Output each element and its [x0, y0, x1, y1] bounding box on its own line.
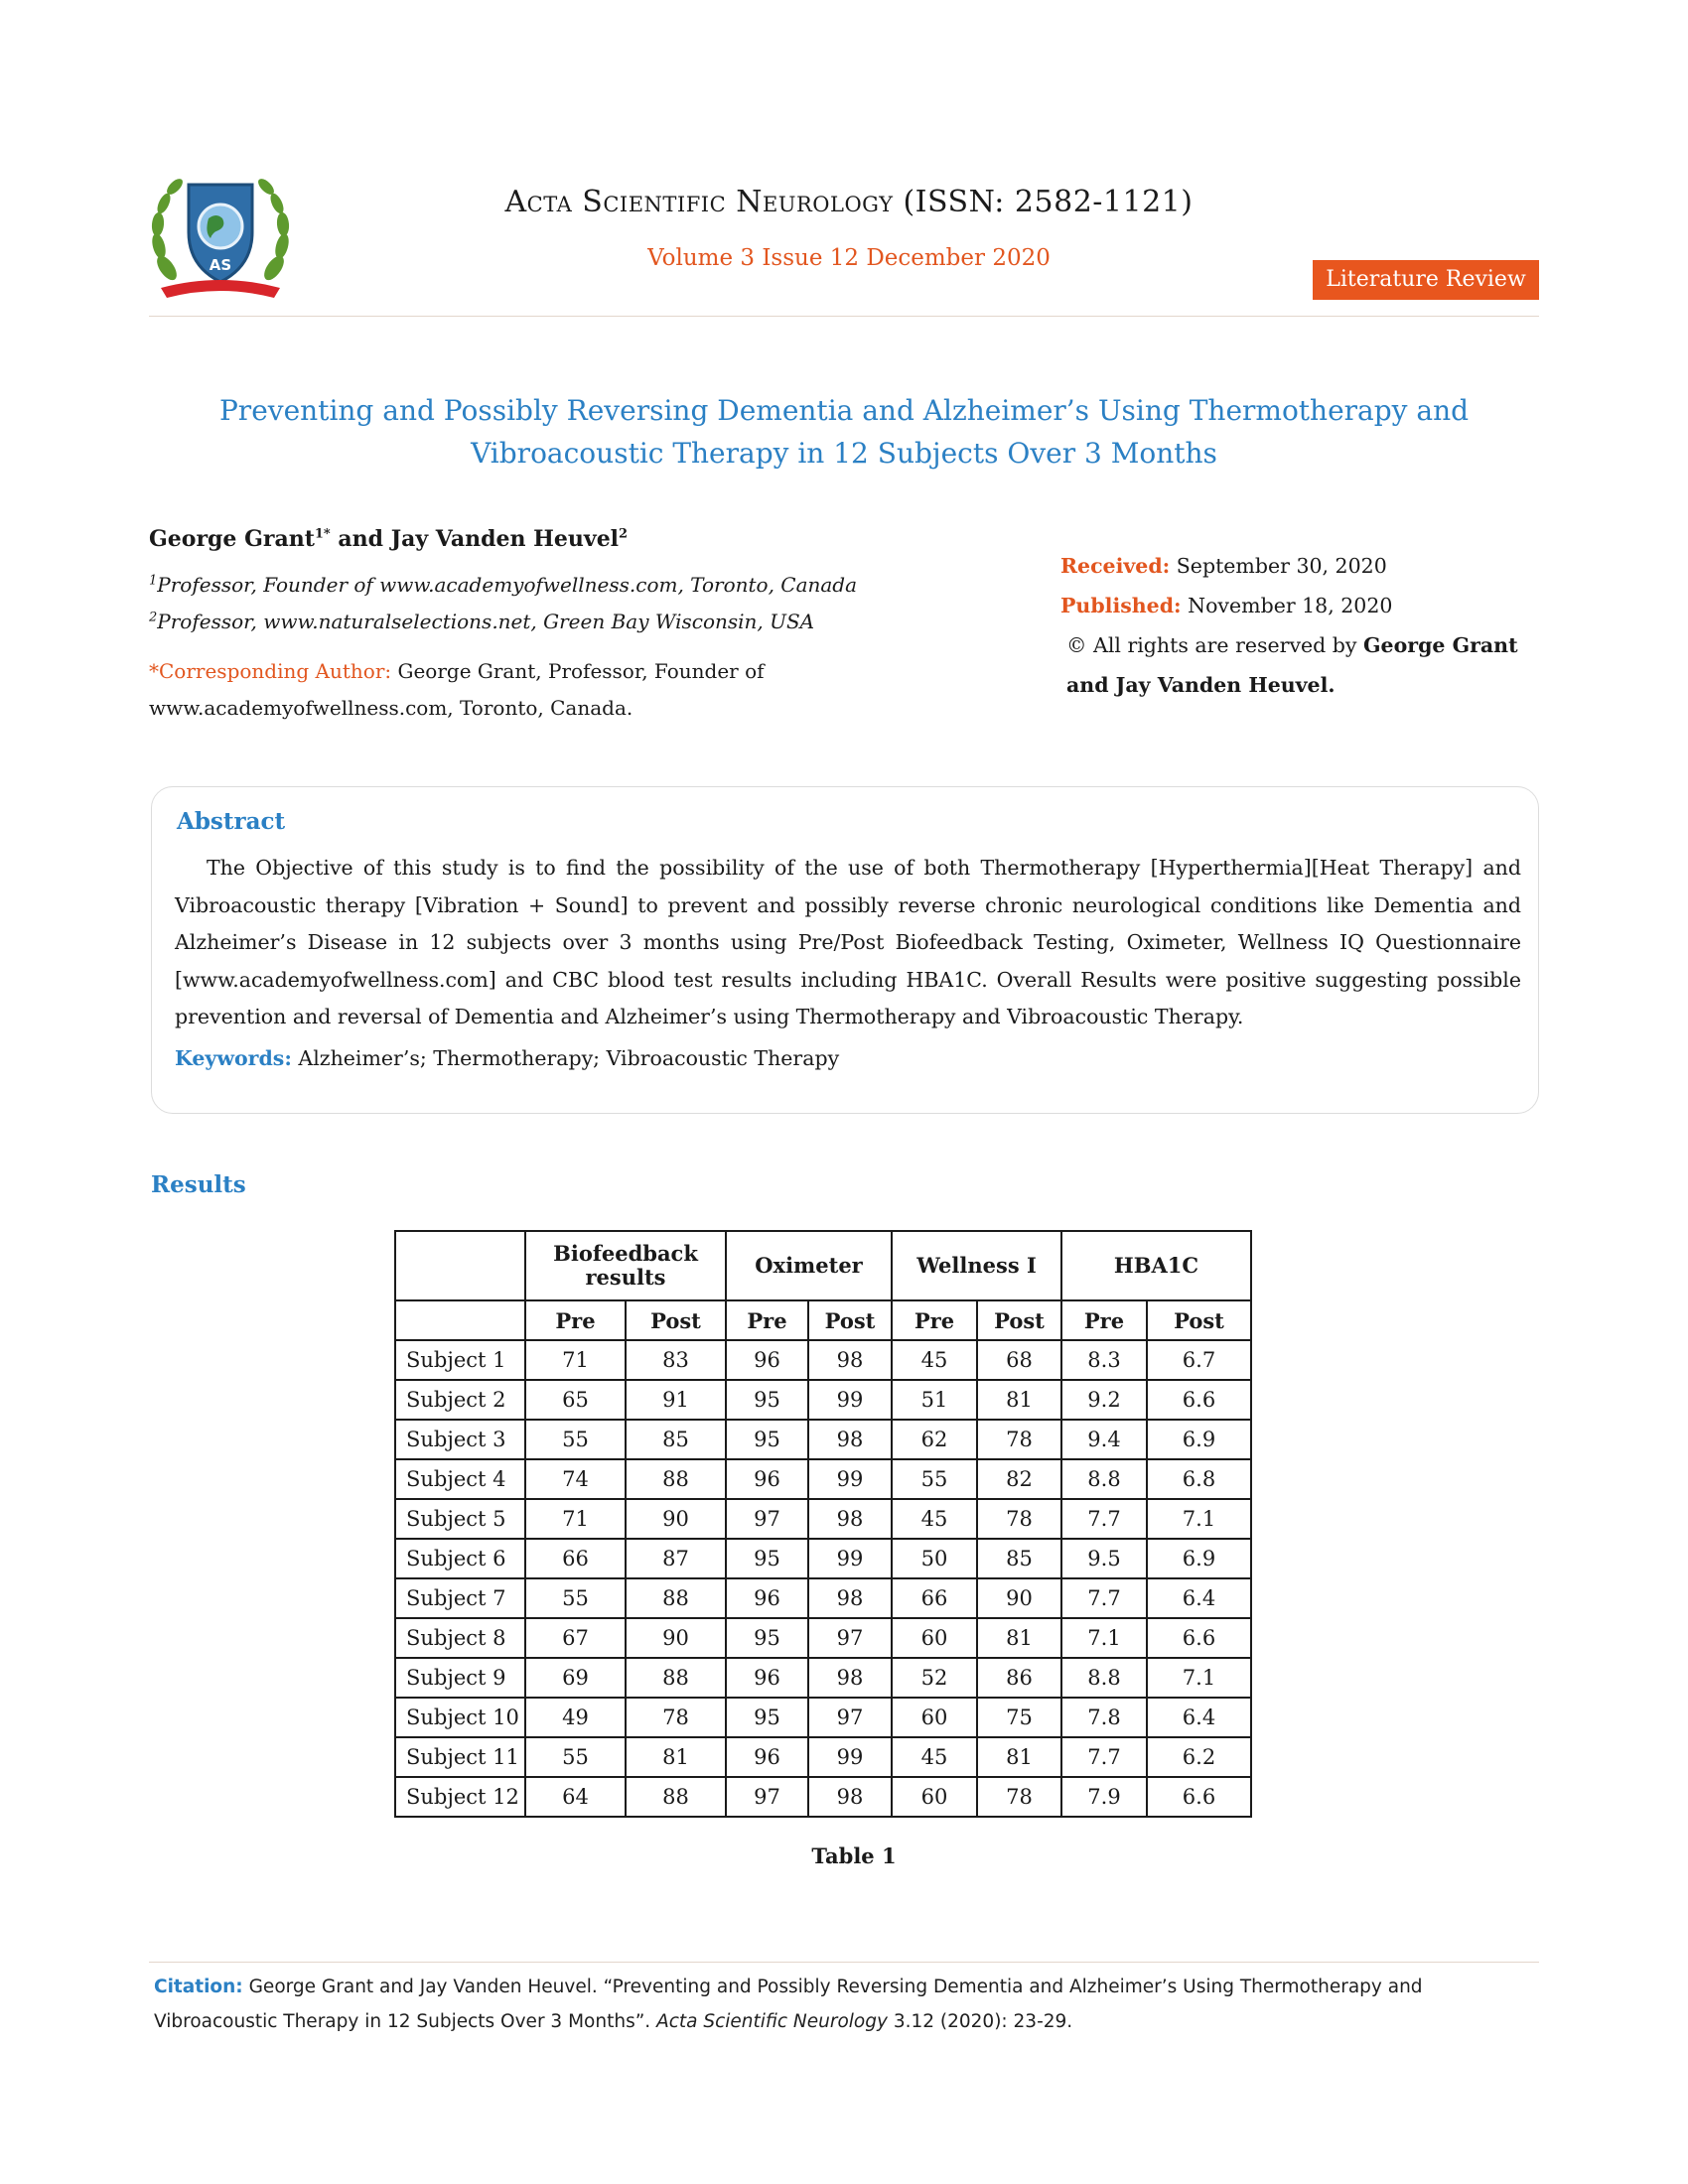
table-corner-cell	[395, 1231, 525, 1300]
journal-logo	[147, 171, 294, 306]
table-cell: 95	[726, 1539, 808, 1578]
svg-text:AS: AS	[209, 256, 232, 274]
table-cell: 69	[525, 1658, 626, 1698]
table-cell: 55	[525, 1737, 626, 1777]
paper-title-line-1: Preventing and Possibly Reversing Dementia and Alzheimer’s Using Thermotherapy and	[218, 394, 1470, 427]
table-cell: 7.7	[1061, 1578, 1147, 1618]
results-heading: Results	[151, 1171, 246, 1198]
table-cell: 91	[626, 1380, 726, 1420]
table-row	[395, 1499, 1251, 1539]
header-divider	[149, 316, 1539, 317]
citation-journal: Acta Scientific Neurology	[656, 2011, 888, 2032]
subheader-post: Post	[626, 1300, 726, 1340]
table-cell: 86	[977, 1658, 1061, 1698]
table-cell: 97	[726, 1777, 808, 1817]
keywords-label: Keywords:	[175, 1046, 292, 1070]
publication-dates	[1060, 546, 1557, 705]
abstract-text: The Objective of this study is to find the possibility of the use of both Thermotherapy [Hyperthermia][Heat Therapy] and Vibroacoustic therapy [Vibration + Sound] to prevent and possibly reverse chronic neurological conditions like Dementia and Alzheimer’s Disease in 12 subjects over 3 months using Pre/Post Biofeedback Testing, Oximeter, Wellness IQ Questionnaire [www.academyofwellness.com] and CBC blood test results including HBA1C. Overall Results were positive suggesting possible prevention and reversal of Dementia and Alzheimer’s using Thermotherapy and Vibroacoustic Therapy.	[175, 856, 1521, 1028]
published-label: Published:	[1060, 594, 1182, 617]
table-cell: 97	[808, 1618, 892, 1658]
table-cell: 98	[808, 1499, 892, 1539]
table-cell: 85	[626, 1420, 726, 1459]
author-2-marker: 2	[619, 526, 629, 542]
article-type-badge: Literature Review	[1313, 260, 1539, 300]
table-cell: 96	[726, 1459, 808, 1499]
group-header-wellness: Wellness I	[892, 1231, 1061, 1300]
subject-label: Subject 8	[395, 1618, 525, 1658]
table-cell: 81	[977, 1380, 1061, 1420]
journal-title: Acta Scientific Neurology (ISSN: 2582-1121)	[504, 185, 1194, 219]
table-cell: 67	[525, 1618, 626, 1658]
table-cell: 6.9	[1147, 1539, 1251, 1578]
table-cell: 45	[892, 1340, 977, 1380]
table-cell: 51	[892, 1380, 977, 1420]
table-cell: 83	[626, 1340, 726, 1380]
group-header-biofeedback: Biofeedback results	[525, 1231, 726, 1300]
results-table	[394, 1230, 1252, 1818]
table-row	[395, 1340, 1251, 1380]
table-cell: 81	[626, 1737, 726, 1777]
table-cell: 95	[726, 1698, 808, 1737]
subject-label: Subject 3	[395, 1420, 525, 1459]
table-row	[395, 1737, 1251, 1777]
table-cell: 9.4	[1061, 1420, 1147, 1459]
table-cell: 65	[525, 1380, 626, 1420]
table-cell: 99	[808, 1380, 892, 1420]
group-header-hba1c: HBA1C	[1061, 1231, 1251, 1300]
table-cell: 64	[525, 1777, 626, 1817]
table-cell: 95	[726, 1380, 808, 1420]
table-cell: 50	[892, 1539, 977, 1578]
subheader-post: Post	[977, 1300, 1061, 1340]
table-row	[395, 1698, 1251, 1737]
table-cell: 71	[525, 1499, 626, 1539]
copyright-holders: George Grant and Jay Vanden Heuvel.	[1066, 633, 1518, 697]
table-cell: 81	[977, 1737, 1061, 1777]
table-cell: 9.2	[1061, 1380, 1147, 1420]
subject-label: Subject 11	[395, 1737, 525, 1777]
table-cell: 55	[892, 1459, 977, 1499]
subject-label: Subject 1	[395, 1340, 525, 1380]
author-1: George Grant	[149, 526, 315, 552]
table-cell: 99	[808, 1539, 892, 1578]
footer-divider	[149, 1962, 1539, 1963]
citation-label: Citation:	[154, 1977, 243, 1997]
table-cell: 49	[525, 1698, 626, 1737]
keywords	[175, 1046, 839, 1070]
affiliation-2	[149, 610, 814, 633]
table-cell: 7.1	[1061, 1618, 1147, 1658]
table-cell: 82	[977, 1459, 1061, 1499]
table-cell: 6.4	[1147, 1578, 1251, 1618]
table-cell: 88	[626, 1578, 726, 1618]
published-value: November 18, 2020	[1181, 594, 1393, 617]
table-cell: 98	[808, 1658, 892, 1698]
table-cell: 7.9	[1061, 1777, 1147, 1817]
corresponding-author	[149, 653, 864, 727]
table-cell: 85	[977, 1539, 1061, 1578]
table-row	[395, 1618, 1251, 1658]
table-cell: 7.7	[1061, 1737, 1147, 1777]
table-cell: 98	[808, 1340, 892, 1380]
table-row	[395, 1539, 1251, 1578]
table-cell: 45	[892, 1737, 977, 1777]
copyright-text: © All rights are reserved by	[1066, 633, 1364, 657]
author-1-marker: 1*	[314, 526, 331, 542]
table-cell: 9.5	[1061, 1539, 1147, 1578]
table-cell: 7.8	[1061, 1698, 1147, 1737]
paper-title-line-2: Vibroacoustic Therapy in 12 Subjects Over 3 Months	[471, 437, 1217, 470]
table-row	[395, 1380, 1251, 1420]
table-cell: 96	[726, 1658, 808, 1698]
table-cell: 90	[626, 1499, 726, 1539]
subject-label: Subject 7	[395, 1578, 525, 1618]
table-cell: 78	[977, 1777, 1061, 1817]
table-cell: 6.2	[1147, 1737, 1251, 1777]
corresponding-author-text: George Grant, Professor, Founder of www.academyofwellness.com, Toronto, Canada.	[149, 659, 765, 720]
author-conjunction: and	[330, 526, 391, 552]
received-label: Received:	[1060, 554, 1171, 578]
table-cell: 88	[626, 1658, 726, 1698]
copyright-notice	[1060, 625, 1557, 705]
table-cell: 99	[808, 1737, 892, 1777]
table-cell: 60	[892, 1618, 977, 1658]
table-cell: 66	[525, 1539, 626, 1578]
table-row	[395, 1459, 1251, 1499]
citation	[154, 1970, 1539, 2039]
table-cell: 6.8	[1147, 1459, 1251, 1499]
table-subheader-row	[395, 1300, 1251, 1340]
table-cell: 55	[525, 1578, 626, 1618]
table-cell: 97	[726, 1499, 808, 1539]
published-date	[1060, 586, 1557, 625]
table-cell: 52	[892, 1658, 977, 1698]
table-cell: 97	[808, 1698, 892, 1737]
table-cell: 6.6	[1147, 1777, 1251, 1817]
table-cell: 98	[808, 1578, 892, 1618]
affiliation-2-marker: 2	[149, 610, 158, 625]
table-cell: 96	[726, 1578, 808, 1618]
table-cell: 68	[977, 1340, 1061, 1380]
table-row	[395, 1578, 1251, 1618]
table-row	[395, 1777, 1251, 1817]
table-cell: 98	[808, 1777, 892, 1817]
table-cell: 81	[977, 1618, 1061, 1658]
citation-ref: 3.12 (2020): 23-29.	[887, 2011, 1073, 2032]
subject-label: Subject 4	[395, 1459, 525, 1499]
table-cell: 78	[626, 1698, 726, 1737]
table-cell: 45	[892, 1499, 977, 1539]
subheader-pre: Pre	[892, 1300, 977, 1340]
table-cell: 6.6	[1147, 1618, 1251, 1658]
table-cell: 95	[726, 1420, 808, 1459]
subject-label: Subject 9	[395, 1658, 525, 1698]
table-cell: 90	[626, 1618, 726, 1658]
table-cell: 8.8	[1061, 1459, 1147, 1499]
table-group-header-row	[395, 1231, 1251, 1300]
table-cell: 96	[726, 1340, 808, 1380]
ribbon-icon	[161, 280, 280, 298]
table-cell: 98	[808, 1420, 892, 1459]
table-row	[395, 1658, 1251, 1698]
affiliation-2-text: Professor, www.naturalselections.net, Green Bay Wisconsin, USA	[157, 610, 815, 633]
table-cell: 60	[892, 1777, 977, 1817]
subject-label: Subject 12	[395, 1777, 525, 1817]
table-cell: 7.1	[1147, 1658, 1251, 1698]
table-cell: 7.7	[1061, 1499, 1147, 1539]
table-cell: 62	[892, 1420, 977, 1459]
paper-title	[179, 389, 1509, 475]
affiliation-1-text: Professor, Founder of www.academyofwellness.com, Toronto, Canada	[157, 573, 858, 597]
table-cell: 88	[626, 1459, 726, 1499]
subheader-post: Post	[808, 1300, 892, 1340]
subject-label: Subject 10	[395, 1698, 525, 1737]
table-cell: 66	[892, 1578, 977, 1618]
subject-label: Subject 2	[395, 1380, 525, 1420]
author-line	[149, 526, 628, 552]
subject-label: Subject 5	[395, 1499, 525, 1539]
table-cell: 96	[726, 1737, 808, 1777]
keywords-list: Alzheimer’s; Thermotherapy; Vibroacoustic Therapy	[291, 1046, 840, 1070]
table-cell: 7.1	[1147, 1499, 1251, 1539]
received-value: September 30, 2020	[1170, 554, 1387, 578]
table-cell: 90	[977, 1578, 1061, 1618]
table-cell: 55	[525, 1420, 626, 1459]
issue-line: Volume 3 Issue 12 December 2020	[647, 245, 1051, 271]
affiliation-1	[149, 573, 857, 597]
group-header-oximeter: Oximeter	[726, 1231, 892, 1300]
subheader-pre: Pre	[726, 1300, 808, 1340]
abstract-heading: Abstract	[177, 808, 286, 835]
table-cell: 75	[977, 1698, 1061, 1737]
table-cell: 60	[892, 1698, 977, 1737]
table-cell: 8.3	[1061, 1340, 1147, 1380]
received-date	[1060, 546, 1557, 586]
table-cell: 71	[525, 1340, 626, 1380]
table-caption: Table 1	[811, 1843, 897, 1868]
corresponding-author-label: *Corresponding Author:	[149, 659, 392, 683]
table-cell: 74	[525, 1459, 626, 1499]
affiliation-1-marker: 1	[149, 573, 158, 589]
table-cell: 6.7	[1147, 1340, 1251, 1380]
results-table-body	[395, 1340, 1251, 1817]
table-cell: 88	[626, 1777, 726, 1817]
table-cell: 8.8	[1061, 1658, 1147, 1698]
table-row	[395, 1420, 1251, 1459]
table-cell: 78	[977, 1420, 1061, 1459]
table-cell: 95	[726, 1618, 808, 1658]
author-2: Jay Vanden Heuvel	[390, 526, 620, 552]
subheader-post: Post	[1147, 1300, 1251, 1340]
table-cell: 87	[626, 1539, 726, 1578]
table-cell: 6.6	[1147, 1380, 1251, 1420]
subject-label: Subject 6	[395, 1539, 525, 1578]
table-cell: 6.4	[1147, 1698, 1251, 1737]
table-cell: 78	[977, 1499, 1061, 1539]
table-cell: 99	[808, 1459, 892, 1499]
table-cell: 6.9	[1147, 1420, 1251, 1459]
subheader-pre: Pre	[525, 1300, 626, 1340]
citation-text: George Grant and Jay Vanden Heuvel. “Preventing and Possibly Reversing Dementia and Alzheimer’s Using Thermotherapy and Vibroacoustic Therapy in 12 Subjects Over 3 Months”.	[154, 1977, 1423, 2032]
table-subheader-blank	[395, 1300, 525, 1340]
subheader-pre: Pre	[1061, 1300, 1147, 1340]
